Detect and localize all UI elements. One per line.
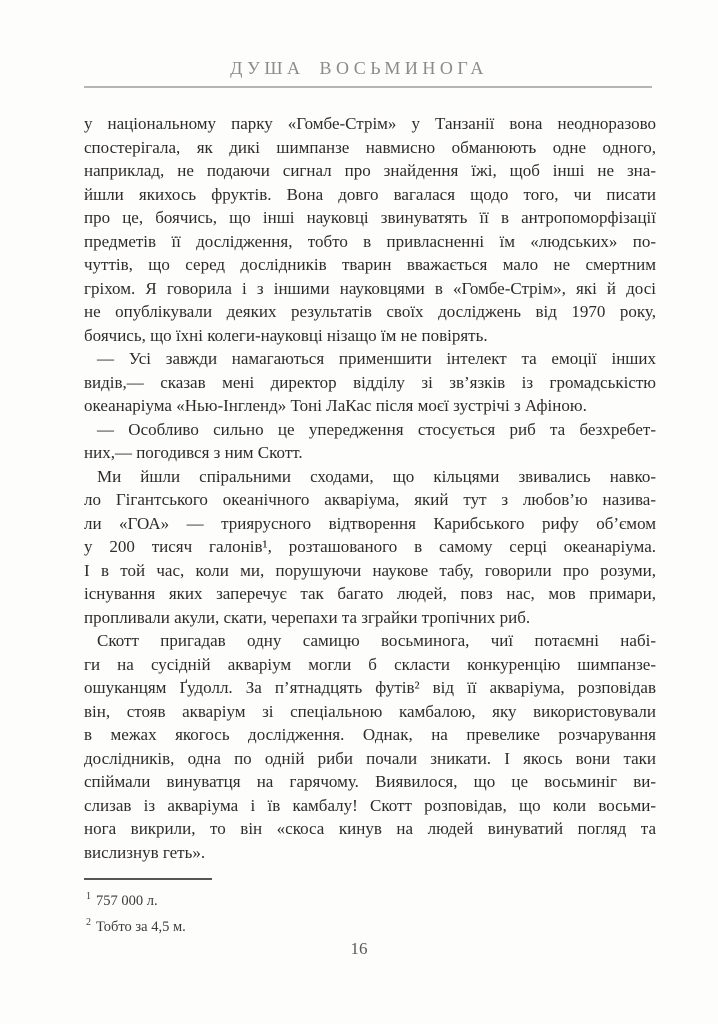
text-line: йшли якихось фруктів. Вона довго вагалася щодо того, чи писати [84,184,656,204]
text-line: океанаріума «Нью-Інгленд» Тоні ЛаКас після моєї зустрічі з Афіною. [84,396,587,415]
footnote: $^2$ Тобто за 4,5 м. [86,916,186,935]
text-line: пропливали акули, скати, черепахи та зграйки тропічних риб. [84,607,531,627]
text-line: дослідників, одна по одній риби почали зникати. І якось вони таки [84,748,656,768]
text-line: наприклад, не подаючи сигнал про знайдення їжі, щоб інші не зна- [84,161,656,180]
text-line: існування яких заперечує так багато людей, повз нас, мов примари, [84,584,656,603]
text-line: спостерігала, як дикі шимпанзе навмисно обманюють одне одного, [84,137,656,157]
text-line: Скотт пригадав одну самицю восьминога, чиї потаємні набі- [97,631,656,650]
text-line: ошуканцям Ґудолл. За п’ятнадцять футів² від її акваріума, розповідав [84,678,656,697]
text-line: вислизнув геть». [84,842,206,862]
text-line: — Особливо сильно це упередження стосується риб та безхребет- [97,419,656,439]
page-number: 16 [350,939,368,958]
text-line: І в той час, коли ми, порушуючи наукове табу, говорили про розуми, [84,560,656,580]
text-line: ги на сусідній акваріум могли б скласти конкуренцію шимпанзе- [84,654,656,674]
paragraph [84,629,656,864]
text-line: чуттів, що серед дослідників тварин вважається мало не смертним [84,255,656,274]
footnote-marker: 2 [86,916,91,928]
text-line: слизав із акваріума і їв камбалу! Скотт розповідав, що коли восьми- [84,795,656,815]
footnote-marker: 1 [86,890,91,902]
text-line: не опублікували деяких результатів своїх досліджень від 1970 року, [84,302,656,321]
footnotes-list [84,886,656,939]
paragraph [84,465,656,630]
text-line: предметів її дослідження, тобто в привласненні їм «людських» по- [84,231,656,251]
header-rule [84,86,652,88]
paragraph [84,418,656,465]
text-line: боячись, що їхні колеги-науковці нізащо їм не повірять. [84,325,488,345]
text-line: у 200 тисяч галонів¹, розташованого в самому серці океанаріума. [84,537,656,556]
footnote-separator [84,878,212,880]
text-line: ли «ГОА» — триярусного відтворення Карибського рифу об’ємом [84,513,656,533]
footnote: $^1$ 757 000 л. [86,890,158,909]
text-line: він, стояв акваріум зі спеціальною камбалою, яку використовували [84,701,656,721]
text-line: спіймали винуватця на гарячому. Виявилося, що це восьминіг ви- [84,772,656,791]
text-line: нога викрили, то він «скоса кинув на людей винуватий погляд та [84,819,656,838]
text-line: ло Гігантського океанічного акваріума, який тут з любов’ю назива- [84,490,656,509]
text-line: про це, боячись, що інші науковці звинуватять її в антропоморфізації [84,208,656,227]
text-line: них,— погодився з ним Скотт. [84,443,303,462]
footnotes [84,878,656,938]
text-line: в межах якогось дослідження. Однак, на превелике розчарування [84,725,656,744]
paragraph [84,347,656,418]
text-line: у національному парку «Гомбе-Стрім» у Танзанії вона неодноразово [84,114,656,133]
paragraph [84,112,656,347]
running-header: ДУША ВОСЬМИНОГА [230,58,488,78]
text-line: Ми йшли спіральними сходами, що кільцями звивались навко- [97,466,656,486]
body-text [84,112,656,864]
text-line: видів,— сказав мені директор відділу зі зв’язків із громадськістю [84,372,656,392]
text-line: гріхом. Я говорила і з іншими науковцями в «Гомбе-Стрім», які й досі [84,278,656,298]
text-line: — Усі завжди намагаються применшити інтелект та емоції інших [97,349,656,368]
